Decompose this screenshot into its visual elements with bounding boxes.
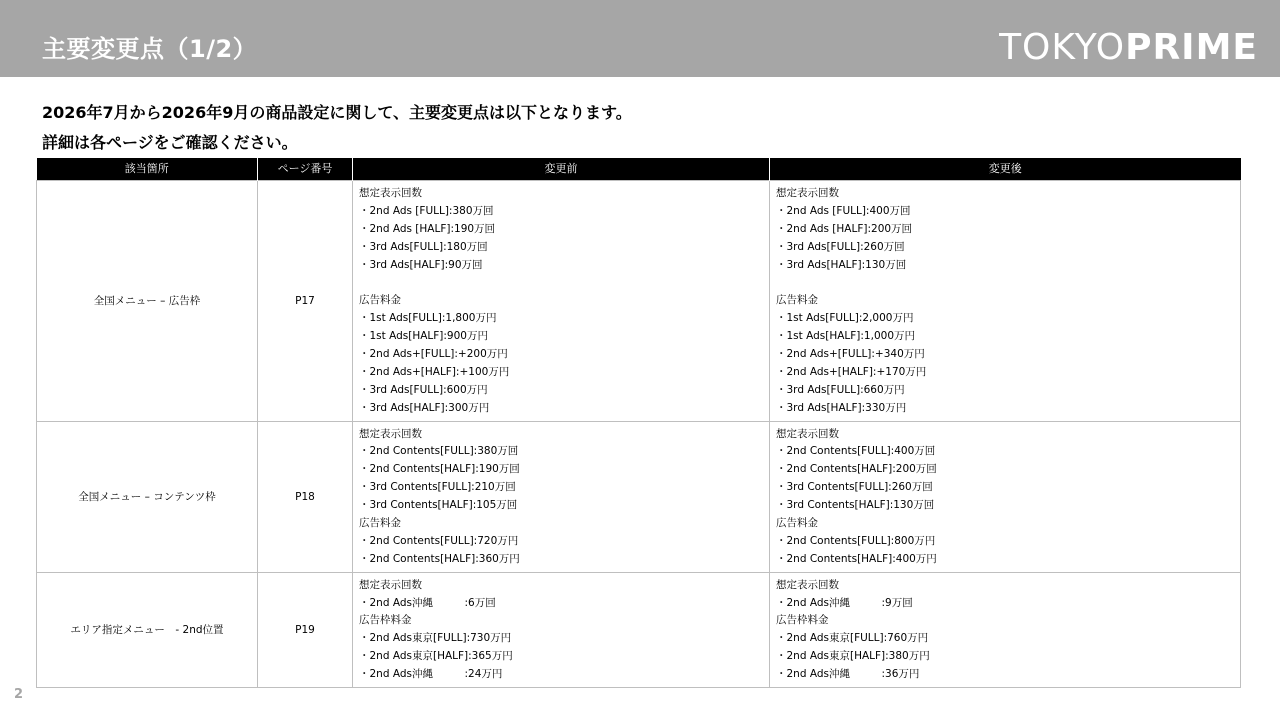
- after-cell: [770, 572, 1241, 687]
- header-after: 変更後: [770, 158, 1241, 181]
- after-line: 広告料金: [776, 517, 818, 530]
- before-line: ・1st Ads[FULL]:1,800万円: [359, 312, 497, 325]
- intro-line-1: 2026年7月から2026年9月の商品設定に関して、主要変更点は以下となります。: [42, 103, 632, 122]
- after-line: ・2nd Contents[FULL]:400万回: [776, 445, 936, 458]
- before-cell: [353, 572, 770, 687]
- before-line: ・2nd Contents[HALF]:190万回: [359, 463, 520, 476]
- page-cell: P17: [258, 181, 353, 422]
- before-line: 広告料金: [359, 294, 401, 307]
- after-line: ・2nd Ads [HALF]:200万回: [776, 222, 913, 235]
- before-line: 想定表示回数: [359, 187, 422, 199]
- before-line: 広告料金: [359, 517, 401, 530]
- after-line: ・3rd Contents[FULL]:260万回: [776, 481, 933, 494]
- page-number: 2: [14, 687, 24, 702]
- after-cell: [770, 181, 1241, 422]
- after-line: ・1st Ads[FULL]:2,000万円: [776, 312, 914, 325]
- before-line: 想定表示回数: [359, 427, 422, 440]
- before-line: 想定表示回数: [359, 578, 422, 591]
- before-line: ・2nd Contents[FULL]:380万回: [359, 445, 519, 458]
- before-line: ・2nd Ads+[FULL]:+200万円: [359, 348, 508, 361]
- before-line: ・2nd Ads沖縄 :6万回: [359, 596, 496, 609]
- after-line: ・2nd Ads [FULL]:400万回: [776, 204, 911, 217]
- after-line: 広告料金: [776, 294, 818, 307]
- intro-line-2: 詳細は各ページをご確認ください。: [42, 133, 298, 152]
- after-cell: [770, 421, 1241, 572]
- after-line: 想定表示回数: [776, 427, 839, 440]
- after-line: ・3rd Ads[FULL]:660万円: [776, 383, 905, 396]
- after-line: 想定表示回数: [776, 578, 839, 591]
- after-line: ・2nd Contents[FULL]:800万円: [776, 534, 936, 547]
- before-line: ・2nd Ads [HALF]:190万回: [359, 222, 496, 235]
- spacer: [359, 274, 764, 292]
- before-cell: [353, 181, 770, 422]
- before-line: 広告枠料金: [359, 614, 412, 627]
- after-line: ・2nd Ads東京[HALF]:380万円: [776, 650, 930, 663]
- table-row: [37, 421, 1241, 572]
- before-line: ・2nd Ads [FULL]:380万回: [359, 204, 494, 217]
- logo-text-tokyo: TOKYO: [999, 27, 1126, 68]
- location-cell: 全国メニュー – コンテンツ枠: [37, 421, 258, 572]
- after-line: ・2nd Contents[HALF]:400万円: [776, 552, 937, 565]
- before-line: ・3rd Contents[FULL]:210万回: [359, 481, 516, 494]
- after-line: ・3rd Contents[HALF]:130万回: [776, 499, 935, 512]
- table-header-row: [37, 158, 1241, 181]
- before-line: ・2nd Contents[FULL]:720万円: [359, 534, 519, 547]
- after-line: ・2nd Ads沖縄 :9万回: [776, 596, 913, 609]
- before-line: ・1st Ads[HALF]:900万円: [359, 330, 488, 343]
- after-line: ・3rd Ads[HALF]:330万円: [776, 401, 907, 414]
- before-cell: [353, 421, 770, 572]
- after-line: ・3rd Ads[HALF]:130万回: [776, 258, 907, 271]
- header-before: 変更前: [353, 158, 770, 181]
- spacer: [776, 274, 1235, 292]
- after-line: 想定表示回数: [776, 187, 839, 199]
- after-line: ・2nd Contents[HALF]:200万回: [776, 463, 937, 476]
- before-line: ・2nd Ads東京[FULL]:730万円: [359, 632, 512, 645]
- table-row: [37, 572, 1241, 687]
- before-line: ・3rd Contents[HALF]:105万回: [359, 499, 518, 512]
- header-page: ページ番号: [258, 158, 353, 181]
- tokyo-prime-logo: [999, 28, 1258, 68]
- changes-table: [36, 158, 1241, 688]
- before-line: ・3rd Ads[HALF]:90万回: [359, 258, 483, 271]
- before-line: ・3rd Ads[FULL]:180万回: [359, 240, 488, 253]
- page-cell: P19: [258, 572, 353, 687]
- page-cell: P18: [258, 421, 353, 572]
- logo-text-prime: PRIME: [1125, 27, 1258, 68]
- after-line: ・2nd Ads東京[FULL]:760万円: [776, 632, 929, 645]
- before-line: ・3rd Ads[FULL]:600万円: [359, 383, 488, 396]
- after-line: ・1st Ads[HALF]:1,000万円: [776, 330, 915, 343]
- before-line: ・2nd Ads+[HALF]:+100万円: [359, 365, 510, 378]
- after-line: ・2nd Ads沖縄 :36万円: [776, 668, 920, 681]
- location-cell: エリア指定メニュー - 2nd位置: [37, 572, 258, 687]
- slide-title: 主要変更点（1/2）: [42, 35, 258, 63]
- header-location: 該当箇所: [37, 158, 258, 181]
- before-line: ・2nd Contents[HALF]:360万円: [359, 552, 520, 565]
- after-line: ・2nd Ads+[FULL]:+340万円: [776, 348, 925, 361]
- before-line: ・2nd Ads東京[HALF]:365万円: [359, 650, 513, 663]
- location-cell: 全国メニュー – 広告枠: [37, 181, 258, 422]
- before-line: ・3rd Ads[HALF]:300万円: [359, 401, 490, 414]
- after-line: ・2nd Ads+[HALF]:+170万円: [776, 365, 927, 378]
- table-row: [37, 181, 1241, 422]
- intro-text: [42, 98, 632, 158]
- after-line: 広告枠料金: [776, 614, 829, 627]
- after-line: ・3rd Ads[FULL]:260万回: [776, 240, 905, 253]
- before-line: ・2nd Ads沖縄 :24万円: [359, 668, 503, 681]
